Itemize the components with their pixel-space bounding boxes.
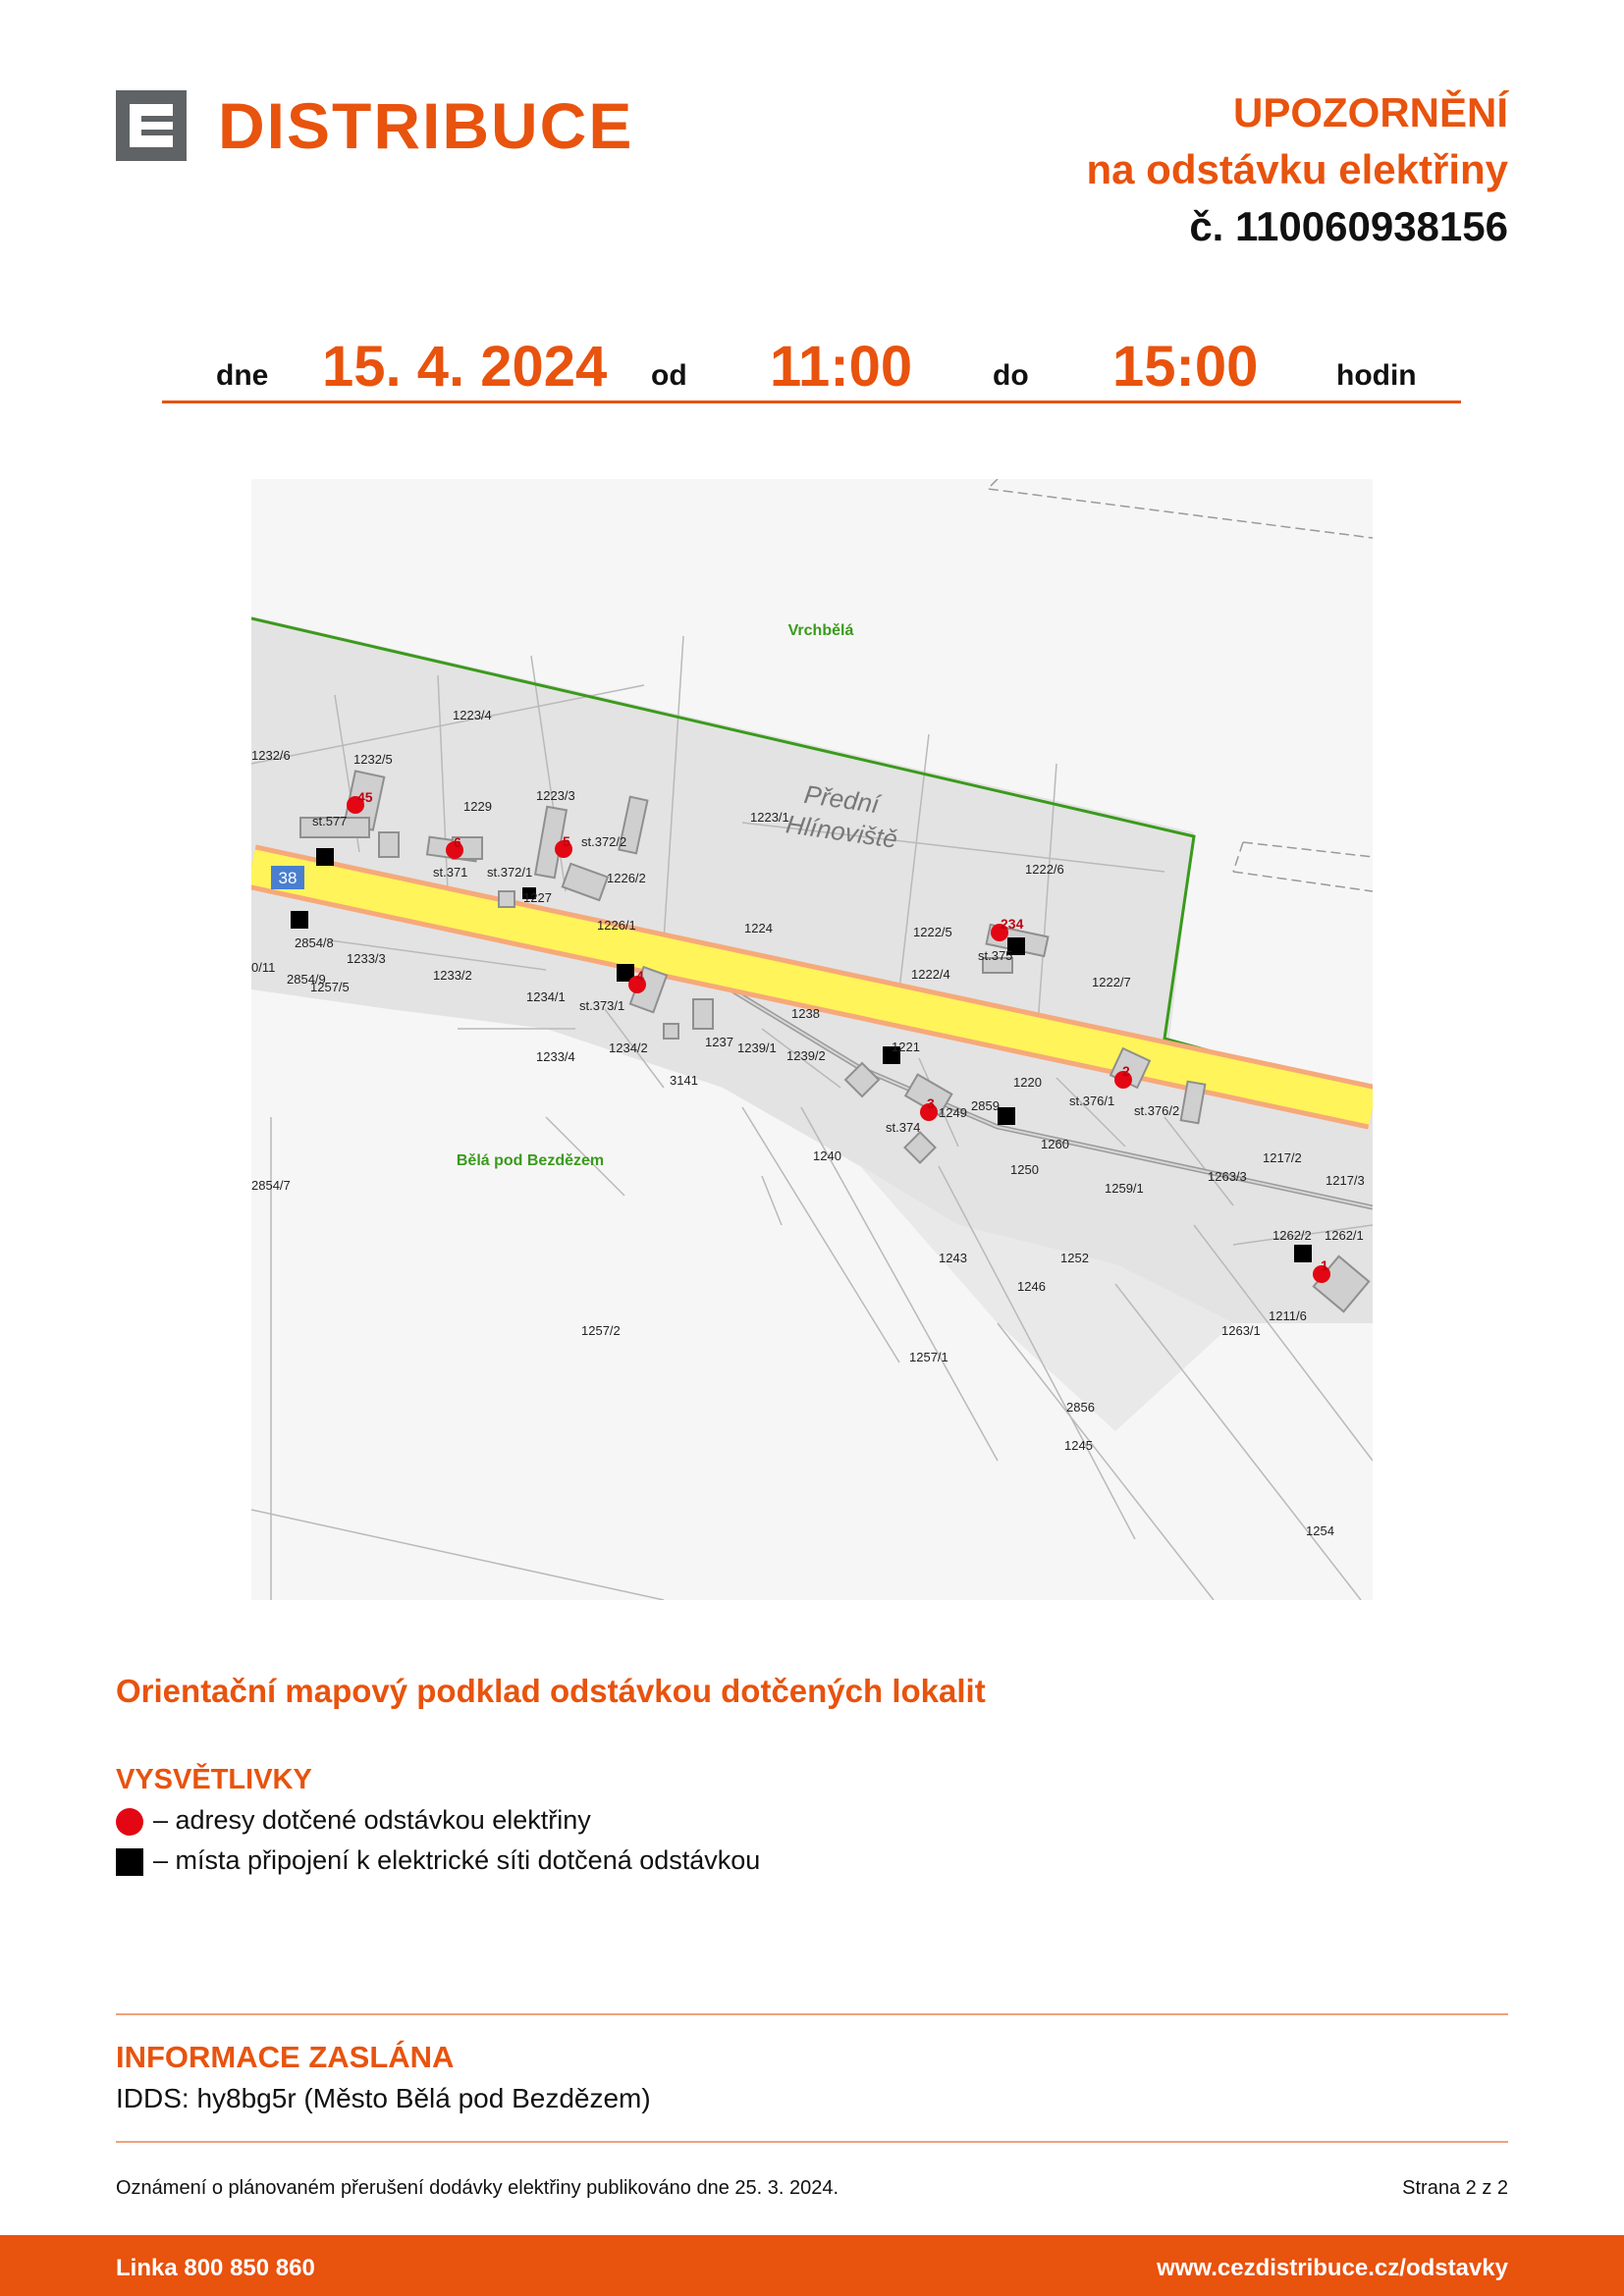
- parcel-label: 1233/4: [536, 1049, 575, 1064]
- parcel-label: st.577: [312, 814, 348, 828]
- label-to: do: [993, 359, 1029, 392]
- time-to: 15:00: [1112, 335, 1259, 399]
- divider: [116, 2013, 1508, 2015]
- info-title: INFORMACE ZASLÁNA: [116, 2040, 455, 2074]
- black-square-icon: [116, 1848, 143, 1876]
- parcel-label: 1240: [813, 1148, 841, 1163]
- parcel-label: 0/11: [251, 960, 276, 975]
- place-bela: Bělá pod Bezdězem: [456, 1152, 605, 1169]
- marker-label: 3: [927, 1095, 935, 1111]
- parcel-label: 1262/1: [1325, 1228, 1364, 1243]
- parcel-label: 1223/4: [453, 708, 492, 722]
- parcel-label: 1246: [1017, 1279, 1046, 1294]
- place-vrchbela: Vrchbělá: [787, 622, 854, 639]
- website-link[interactable]: www.cezdistribuce.cz/odstavky: [1157, 2255, 1508, 2281]
- parcel-label: 1232/6: [251, 748, 291, 763]
- map-canvas: [251, 479, 1373, 1600]
- parcel-label: 1217/2: [1263, 1150, 1302, 1165]
- legend-addresses-text: – adresy dotčené odstávkou elektřiny: [153, 1805, 591, 1835]
- parcel-label: 1239/1: [737, 1041, 777, 1055]
- parcel-label: st.376/1: [1069, 1094, 1115, 1108]
- notice-subtitle: na odstávku elektřiny: [1086, 146, 1508, 192]
- parcel-label: 1257/2: [581, 1323, 621, 1338]
- parcel-label: 1260: [1041, 1137, 1069, 1151]
- date-underline: [162, 400, 1461, 403]
- legend-item-addresses: [116, 1805, 591, 1836]
- parcel-label: 2854/9: [287, 972, 326, 987]
- road-number: 38: [278, 869, 298, 887]
- parcel-label: 2854/7: [251, 1178, 291, 1193]
- marker-label: 4: [636, 968, 644, 984]
- page-number: Strana 2 z 2: [1402, 2177, 1508, 2199]
- parcel-label: 1227: [523, 890, 552, 905]
- parcel-label: 1234/2: [609, 1041, 648, 1055]
- parcel-label: 1259/1: [1105, 1181, 1144, 1196]
- locality-name-2: Hlínoviště: [784, 809, 899, 854]
- parcel-label: 1222/7: [1092, 975, 1131, 989]
- parcel-label: 1257/5: [310, 980, 350, 994]
- hotline: Linka 800 850 860: [116, 2255, 315, 2281]
- marker-label: 45: [357, 789, 373, 805]
- legend-title: VYSVĚTLIVKY: [116, 1764, 312, 1795]
- parcel-label: 1243: [939, 1251, 967, 1265]
- parcel-label: 1263/3: [1208, 1169, 1247, 1184]
- parcel-label: 1239/2: [786, 1048, 826, 1063]
- parcel-label: 1223/3: [536, 788, 575, 803]
- parcel-label: 1254: [1306, 1523, 1334, 1538]
- parcel-label: st.376/2: [1134, 1103, 1180, 1118]
- label-from: od: [651, 359, 687, 392]
- parcel-label: 1222/6: [1025, 862, 1064, 877]
- parcel-label: st.373/1: [579, 998, 625, 1013]
- parcel-label: 1223/1: [750, 810, 789, 825]
- marker-label: 1: [1321, 1257, 1328, 1273]
- parcel-label: 1262/2: [1272, 1228, 1312, 1243]
- parcel-label: st.371: [433, 865, 468, 880]
- parcel-label: 2859: [971, 1098, 1000, 1113]
- parcel-label: 1229: [463, 799, 492, 814]
- parcel-label: st.372/1: [487, 865, 533, 880]
- info-recipient: IDDS: hy8bg5r (Město Bělá pod Bezdězem): [116, 2083, 651, 2113]
- parcel-label: 1245: [1064, 1438, 1093, 1453]
- label-hours: hodin: [1336, 359, 1417, 392]
- notice-heading: [1087, 84, 1509, 255]
- parcel-label: 1211/6: [1269, 1308, 1307, 1323]
- parcel-label: 1257/1: [909, 1350, 948, 1364]
- legend-item-connections: [116, 1845, 760, 1876]
- marker-label: 234: [1001, 916, 1024, 932]
- marker-label: 5: [563, 833, 570, 849]
- parcel-label: 1237: [705, 1035, 733, 1049]
- parcel-label: 1232/5: [353, 752, 393, 767]
- parcel-label: 1224: [744, 921, 773, 935]
- map-caption: Orientační mapový podklad odstávkou dotčených lokalit: [116, 1673, 986, 1709]
- parcel-label: 1250: [1010, 1162, 1039, 1177]
- parcel-label: 1226/2: [607, 871, 646, 885]
- outage-date: 15. 4. 2024: [322, 335, 608, 399]
- marker-label: 6: [454, 834, 461, 850]
- parcel-label: 1221: [892, 1040, 920, 1054]
- marker-label: 2: [1122, 1063, 1130, 1079]
- legend-connections-text: – místa připojení k elektrické síti dotčená odstávkou: [153, 1845, 761, 1875]
- parcel-label: 2856: [1066, 1400, 1095, 1415]
- parcel-label: 1217/3: [1326, 1173, 1365, 1188]
- logo-text: DISTRIBUCE: [218, 89, 634, 162]
- parcel-label: 1238: [791, 1006, 820, 1021]
- divider: [116, 2141, 1508, 2143]
- published-note: Oznámení o plánovaném přerušení dodávky elektřiny publikováno dne 25. 3. 2024.: [116, 2177, 839, 2199]
- parcel-label: 1249: [939, 1105, 967, 1120]
- parcel-label: st.372/2: [581, 834, 627, 849]
- parcel-label: 3141: [670, 1073, 698, 1088]
- red-dot-icon: [116, 1808, 143, 1836]
- locality-name-1: Přední: [802, 778, 882, 820]
- time-from: 11:00: [770, 335, 913, 399]
- parcel-label: st.374: [886, 1120, 921, 1135]
- outage-map: [251, 479, 1373, 1600]
- label-day: dne: [216, 359, 269, 392]
- parcel-label: 1222/4: [911, 967, 950, 982]
- parcel-label: 1252: [1060, 1251, 1089, 1265]
- cez-logo-mark: [116, 90, 187, 161]
- parcel-label: 1233/3: [347, 951, 386, 966]
- parcel-label: 1233/2: [433, 968, 472, 983]
- parcel-label: 1222/5: [913, 925, 952, 939]
- parcel-label: 2854/8: [295, 935, 334, 950]
- parcel-label: 1263/1: [1221, 1323, 1261, 1338]
- parcel-label: 1226/1: [597, 918, 636, 933]
- parcel-label: 1220: [1013, 1075, 1042, 1090]
- notice-number: č. 110060938156: [1189, 203, 1508, 249]
- parcel-label: 1234/1: [526, 989, 566, 1004]
- notice-title: UPOZORNĚNÍ: [1232, 89, 1508, 135]
- parcel-label: st.375: [978, 948, 1013, 963]
